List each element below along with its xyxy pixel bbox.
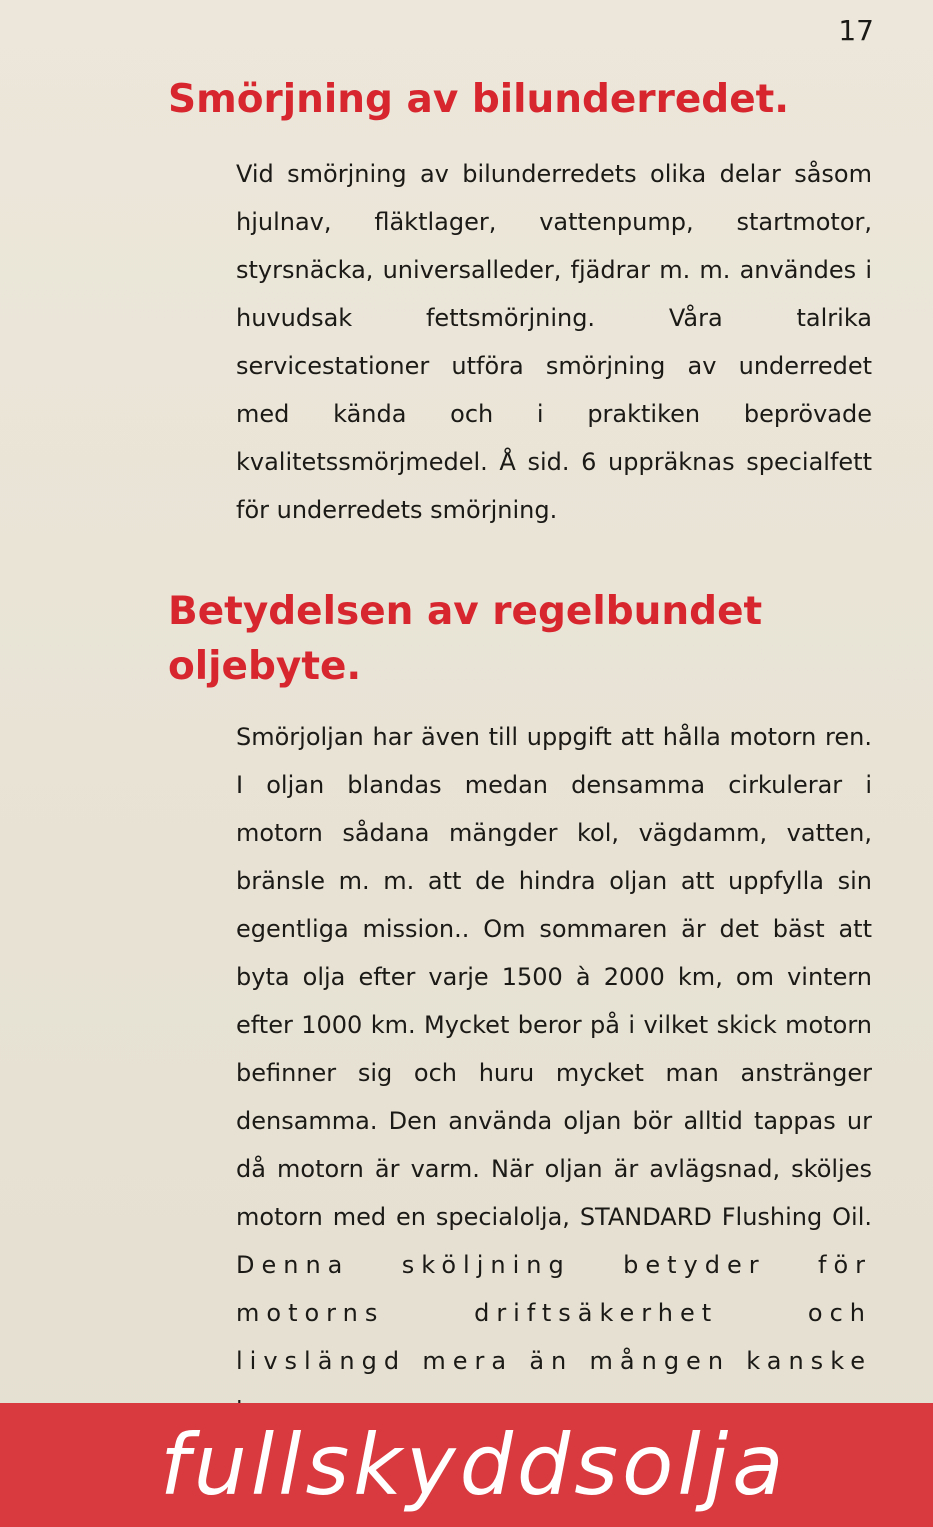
section-body-underbody-lubrication: Vid smörjning av bilunderredets olika delar såsom hjulnav, fläktlager, vattenpump, startmotor, styrsnäcka, universalleder, fjädrar m. m. användes i huvudsak fettsmörjning. Våra talrika servicestationer utföra smörjning av underredet med kända och i praktiken beprövade kvalitetssmörjmedel. Å sid. 6 uppräknas specialfett för underredets smörjning. bbox=[236, 160, 872, 524]
section-heading-underbody-lubrication: Smörjning av bilunderredet. bbox=[168, 77, 790, 122]
section-heading-oil-change: Betydelsen av regelbundet oljebyte. bbox=[168, 589, 763, 689]
emphasized-text: Denna sköljning betyder för motorns driftsäkerhet och livslängd mera än mången kanske bbox=[236, 1251, 872, 1375]
page-number: 17 bbox=[838, 14, 874, 47]
oil-change-text: Smörjoljan har även till uppgift att hålla motorn ren. I oljan blandas medan densamma cirkulerar i motorn sådana mängder kol, vägdamm, vatten, bränsle m. m. att de hindra oljan att uppfylla sin egentliga mission.. Om sommaren är det bäst att byta olja efter varje 1500 à 2000 km, om vintern efter 1000 km. Mycket beror på i vilket skick motorn befinner sig och huru mycket man anstränger densamma. Den använda oljan bör alltid tappas ur då motorn är varm. När oljan är avlägsnad, sköljes motorn med en specialolja, STANDARD Flushing Oil. bbox=[236, 723, 872, 1231]
brand-logo-text: fullskyddsolja bbox=[160, 1416, 788, 1514]
section-body-oil-change bbox=[236, 713, 872, 1433]
